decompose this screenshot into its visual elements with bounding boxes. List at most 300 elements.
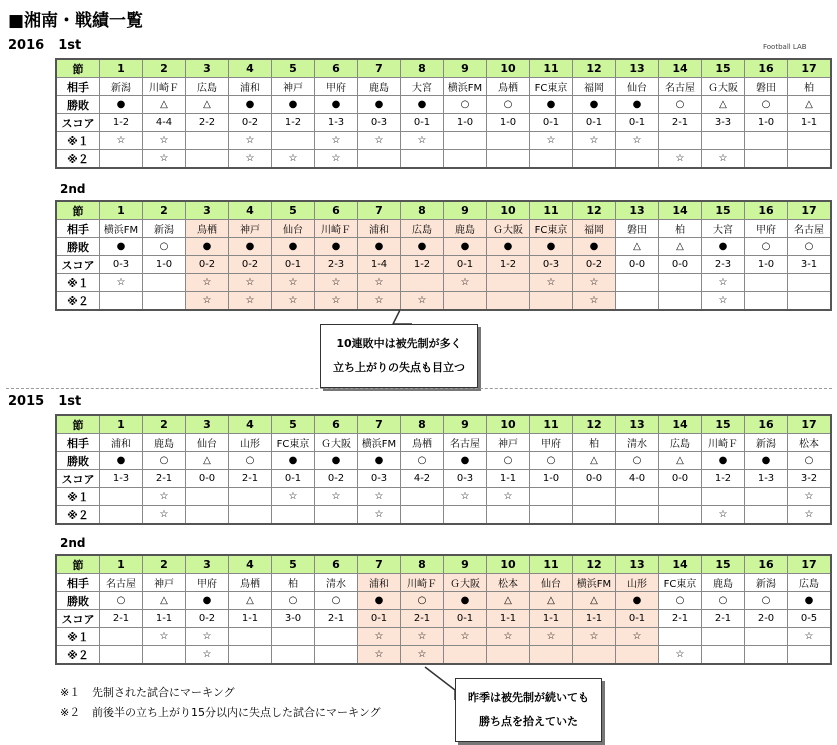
cell-result: ● <box>100 238 143 256</box>
cell-round: 16 <box>745 59 788 78</box>
cell-result: ● <box>616 592 659 610</box>
footnote-text: 前後半の立ち上がり15分以内に失点した試合にマーキング <box>92 706 381 719</box>
cell-mark1: ☆ <box>100 132 143 150</box>
cell-result: ○ <box>702 592 745 610</box>
cell-score: 0-3 <box>100 256 143 274</box>
cell-result: ○ <box>272 592 315 610</box>
cell-round: 6 <box>315 59 358 78</box>
cell-mark1: ☆ <box>401 628 444 646</box>
row-header: ※２ <box>56 292 100 311</box>
half-label-2016-2nd: 2nd <box>60 182 86 196</box>
cell-opponent: 鳥栖 <box>186 220 229 238</box>
cell-round: 9 <box>444 555 487 574</box>
cell-score: 1-0 <box>530 470 573 488</box>
cell-opponent: 柏 <box>272 574 315 592</box>
cell-round: 3 <box>186 59 229 78</box>
cell-result: ● <box>702 238 745 256</box>
cell-score: 1-1 <box>143 610 186 628</box>
cell-opponent: 福岡 <box>573 78 616 96</box>
cell-round: 15 <box>702 201 745 220</box>
cell-score: 1-2 <box>702 470 745 488</box>
cell-round: 13 <box>616 201 659 220</box>
cell-mark1: ☆ <box>530 132 573 150</box>
cell-opponent: 柏 <box>573 434 616 452</box>
cell-score: 0-1 <box>272 470 315 488</box>
cell-round: 6 <box>315 201 358 220</box>
cell-mark1: ☆ <box>530 274 573 292</box>
cell-round: 5 <box>272 555 315 574</box>
cell-result: ● <box>530 96 573 114</box>
cell-opponent: 新潟 <box>143 220 186 238</box>
cell-round: 17 <box>788 555 832 574</box>
cell-result: ○ <box>659 592 702 610</box>
cell-result: ○ <box>745 96 788 114</box>
cell-score: 0-1 <box>444 610 487 628</box>
cell-result: ○ <box>530 452 573 470</box>
cell-result: ○ <box>487 452 530 470</box>
cell-round: 9 <box>444 415 487 434</box>
cell-mark2: ☆ <box>358 292 401 311</box>
cell-result: ○ <box>487 96 530 114</box>
cell-opponent: 鹿島 <box>358 78 401 96</box>
cell-round: 2 <box>143 59 186 78</box>
cell-mark1: ☆ <box>358 488 401 506</box>
cell-result: △ <box>229 592 272 610</box>
cell-round: 11 <box>530 201 573 220</box>
cell-result: △ <box>659 238 702 256</box>
cell-result: ● <box>186 238 229 256</box>
cell-mark2: ☆ <box>401 292 444 311</box>
cell-mark1: ☆ <box>444 488 487 506</box>
cell-result: ○ <box>788 452 832 470</box>
cell-round: 8 <box>401 415 444 434</box>
cell-opponent: 名古屋 <box>444 434 487 452</box>
cell-result: △ <box>143 96 186 114</box>
cell-mark1: ☆ <box>702 274 745 292</box>
cell-round: 15 <box>702 415 745 434</box>
cell-opponent: 浦和 <box>100 434 143 452</box>
cell-score: 0-1 <box>401 114 444 132</box>
cell-opponent: 川崎Ｆ <box>315 220 358 238</box>
half-text: 1st <box>58 394 82 409</box>
cell-mark1: ☆ <box>616 132 659 150</box>
cell-round: 7 <box>358 555 401 574</box>
cell-opponent: 松本 <box>487 574 530 592</box>
cell-result: ● <box>358 238 401 256</box>
cell-result: △ <box>616 238 659 256</box>
cell-round: 16 <box>745 555 788 574</box>
cell-score: 2-1 <box>401 610 444 628</box>
cell-round: 7 <box>358 201 401 220</box>
cell-result: ● <box>229 96 272 114</box>
cell-mark2: ☆ <box>186 646 229 665</box>
cell-result: ● <box>702 452 745 470</box>
cell-mark1: ☆ <box>315 132 358 150</box>
cell-score: 1-2 <box>100 114 143 132</box>
cell-score: 0-3 <box>444 470 487 488</box>
row-header: ※１ <box>56 488 100 506</box>
footnote-text: 先制された試合にマーキング <box>92 686 235 699</box>
cell-opponent: 広島 <box>788 574 832 592</box>
cell-score: 3-2 <box>788 470 832 488</box>
cell-result: ● <box>315 238 358 256</box>
cell-round: 11 <box>530 555 573 574</box>
cell-round: 9 <box>444 201 487 220</box>
cell-score: 2-3 <box>315 256 358 274</box>
cell-result: ○ <box>143 452 186 470</box>
cell-result: ● <box>745 452 788 470</box>
cell-round: 4 <box>229 59 272 78</box>
cell-round: 4 <box>229 201 272 220</box>
cell-score: 1-1 <box>229 610 272 628</box>
cell-mark2: ☆ <box>229 292 272 311</box>
cell-opponent: 神戸 <box>229 220 272 238</box>
cell-score: 4-0 <box>616 470 659 488</box>
cell-mark1: ☆ <box>229 274 272 292</box>
cell-score: 2-2 <box>186 114 229 132</box>
cell-mark1: ☆ <box>573 132 616 150</box>
cell-result: ● <box>229 238 272 256</box>
cell-score: 2-1 <box>100 610 143 628</box>
cell-opponent: FC東京 <box>530 78 573 96</box>
row-header: 相手 <box>56 220 100 238</box>
cell-result: ○ <box>788 238 832 256</box>
cell-result: △ <box>530 592 573 610</box>
cell-score: 3-1 <box>788 256 832 274</box>
cell-round: 15 <box>702 555 745 574</box>
cell-score: 1-0 <box>745 114 788 132</box>
cell-result: △ <box>702 96 745 114</box>
cell-round: 1 <box>100 415 143 434</box>
cell-mark1: ☆ <box>401 132 444 150</box>
cell-score: 0-0 <box>186 470 229 488</box>
cell-score: 0-2 <box>186 610 229 628</box>
cell-mark2: ☆ <box>659 646 702 665</box>
cell-result: ● <box>186 592 229 610</box>
cell-score: 1-0 <box>143 256 186 274</box>
cell-mark1: ☆ <box>100 274 143 292</box>
cell-round: 8 <box>401 59 444 78</box>
cell-opponent: 浦和 <box>358 220 401 238</box>
cell-mark1: ☆ <box>358 274 401 292</box>
cell-opponent: 仙台 <box>272 220 315 238</box>
cell-result: ● <box>487 238 530 256</box>
cell-score: 0-2 <box>229 256 272 274</box>
cell-score: 1-4 <box>358 256 401 274</box>
cell-result: ● <box>573 96 616 114</box>
cell-opponent: Ｇ大阪 <box>315 434 358 452</box>
cell-round: 11 <box>530 415 573 434</box>
cell-round: 12 <box>573 555 616 574</box>
cell-score: 0-0 <box>659 256 702 274</box>
cell-opponent: 浦和 <box>358 574 401 592</box>
cell-score: 2-1 <box>659 114 702 132</box>
cell-mark2: ☆ <box>143 506 186 525</box>
cell-score: 1-1 <box>788 114 832 132</box>
row-header: 勝敗 <box>56 96 100 114</box>
cell-round: 4 <box>229 555 272 574</box>
cell-round: 4 <box>229 415 272 434</box>
cell-mark2: ☆ <box>229 150 272 169</box>
cell-opponent: 名古屋 <box>788 220 832 238</box>
cell-score: 2-1 <box>702 610 745 628</box>
cell-mark2: ☆ <box>143 150 186 169</box>
cell-mark1: ☆ <box>229 132 272 150</box>
cell-result: ● <box>358 96 401 114</box>
cell-score: 3-0 <box>272 610 315 628</box>
callout-line: 勝ち点を拾えていた <box>479 715 578 728</box>
cell-mark1: ☆ <box>186 628 229 646</box>
cell-opponent: 浦和 <box>229 78 272 96</box>
cell-score: 1-2 <box>272 114 315 132</box>
callout-2016-pointer <box>393 310 412 324</box>
cell-round: 16 <box>745 415 788 434</box>
cell-round: 6 <box>315 555 358 574</box>
cell-result: ● <box>788 592 832 610</box>
row-header: スコア <box>56 610 100 628</box>
cell-round: 13 <box>616 59 659 78</box>
cell-opponent: 神戸 <box>272 78 315 96</box>
cell-round: 16 <box>745 201 788 220</box>
cell-score: 0-1 <box>272 256 315 274</box>
cell-round: 2 <box>143 201 186 220</box>
cell-score: 1-3 <box>100 470 143 488</box>
cell-round: 17 <box>788 415 832 434</box>
year-text: 2016 <box>8 38 45 53</box>
cell-opponent: 新潟 <box>100 78 143 96</box>
cell-round: 2 <box>143 415 186 434</box>
cell-opponent: 福岡 <box>573 220 616 238</box>
cell-mark2: ☆ <box>358 646 401 665</box>
cell-round: 13 <box>616 555 659 574</box>
cell-mark1: ☆ <box>487 628 530 646</box>
cell-opponent: 横浜FM <box>444 78 487 96</box>
cell-round: 13 <box>616 415 659 434</box>
cell-opponent: 名古屋 <box>659 78 702 96</box>
cell-result: ● <box>573 238 616 256</box>
cell-mark1: ☆ <box>444 628 487 646</box>
cell-result: ● <box>272 238 315 256</box>
cell-opponent: 清水 <box>616 434 659 452</box>
cell-round: 10 <box>487 201 530 220</box>
row-header: スコア <box>56 256 100 274</box>
cell-round: 10 <box>487 415 530 434</box>
cell-mark1: ☆ <box>616 628 659 646</box>
cell-result: ○ <box>745 592 788 610</box>
cell-result: △ <box>573 592 616 610</box>
half-label-2015-2nd: 2nd <box>60 536 86 550</box>
cell-score: 1-1 <box>530 610 573 628</box>
cell-result: ● <box>272 452 315 470</box>
cell-score: 0-1 <box>573 114 616 132</box>
cell-mark1: ☆ <box>358 628 401 646</box>
cell-mark1: ☆ <box>143 628 186 646</box>
cell-round: 14 <box>659 415 702 434</box>
cell-result: ○ <box>745 238 788 256</box>
cell-round: 6 <box>315 415 358 434</box>
row-header: 勝敗 <box>56 238 100 256</box>
cell-result: △ <box>573 452 616 470</box>
cell-round: 2 <box>143 555 186 574</box>
cell-round: 17 <box>788 201 832 220</box>
row-header: ※１ <box>56 274 100 292</box>
cell-opponent: 横浜FM <box>573 574 616 592</box>
cell-round: 10 <box>487 555 530 574</box>
cell-opponent: 横浜FM <box>358 434 401 452</box>
cell-round: 3 <box>186 555 229 574</box>
cell-mark1: ☆ <box>272 274 315 292</box>
cell-round: 15 <box>702 59 745 78</box>
cell-opponent: FC東京 <box>272 434 315 452</box>
cell-opponent: 磐田 <box>616 220 659 238</box>
half-text: 1st <box>58 38 82 53</box>
cell-mark1: ☆ <box>530 628 573 646</box>
row-header: 相手 <box>56 78 100 96</box>
row-header: 節 <box>56 415 100 434</box>
cell-mark2: ☆ <box>272 292 315 311</box>
cell-score: 0-1 <box>616 114 659 132</box>
cell-score: 2-1 <box>659 610 702 628</box>
cell-mark1: ☆ <box>788 628 832 646</box>
cell-mark2: ☆ <box>401 646 444 665</box>
row-header: スコア <box>56 470 100 488</box>
cell-opponent: 磐田 <box>745 78 788 96</box>
page-title: ■湘南・戦績一覧 <box>8 11 144 31</box>
cell-opponent: 大宮 <box>401 78 444 96</box>
cell-result: ○ <box>659 96 702 114</box>
row-header: 節 <box>56 59 100 78</box>
cell-mark1: ☆ <box>358 132 401 150</box>
cell-opponent: 甲府 <box>745 220 788 238</box>
cell-opponent: 川崎Ｆ <box>143 78 186 96</box>
cell-mark2: ☆ <box>272 150 315 169</box>
cell-score: 0-1 <box>616 610 659 628</box>
cell-score: 0-1 <box>358 610 401 628</box>
cell-result: ○ <box>401 452 444 470</box>
cell-score: 0-2 <box>315 470 358 488</box>
row-header: スコア <box>56 114 100 132</box>
cell-mark1: ☆ <box>788 488 832 506</box>
cell-result: △ <box>659 452 702 470</box>
cell-score: 1-0 <box>745 256 788 274</box>
cell-opponent: 鹿島 <box>444 220 487 238</box>
cell-score: 2-1 <box>143 470 186 488</box>
cell-opponent: 甲府 <box>530 434 573 452</box>
cell-result: △ <box>143 592 186 610</box>
cell-mark1: ☆ <box>315 488 358 506</box>
cell-result: ● <box>401 238 444 256</box>
cell-round: 11 <box>530 59 573 78</box>
cell-result: ● <box>315 96 358 114</box>
cell-round: 7 <box>358 59 401 78</box>
cell-mark1: ☆ <box>186 274 229 292</box>
cell-round: 12 <box>573 201 616 220</box>
cell-score: 0-3 <box>358 114 401 132</box>
cell-mark1: ☆ <box>573 628 616 646</box>
row-header: ※２ <box>56 646 100 665</box>
cell-score: 4-4 <box>143 114 186 132</box>
cell-opponent: 清水 <box>315 574 358 592</box>
row-header: 勝敗 <box>56 592 100 610</box>
cell-result: ○ <box>616 452 659 470</box>
cell-mark2: ☆ <box>186 292 229 311</box>
cell-result: ● <box>358 452 401 470</box>
cell-opponent: 山形 <box>616 574 659 592</box>
cell-score: 2-3 <box>702 256 745 274</box>
cell-opponent: 鳥栖 <box>487 78 530 96</box>
cell-score: 1-1 <box>573 610 616 628</box>
cell-mark2: ☆ <box>358 506 401 525</box>
cell-opponent: 川崎Ｆ <box>401 574 444 592</box>
callout-2015-pointer <box>425 667 455 700</box>
cell-opponent: 広島 <box>401 220 444 238</box>
callout-line: 10連敗中は被先制が多く <box>336 337 462 350</box>
cell-result: △ <box>487 592 530 610</box>
cell-score: 0-1 <box>444 256 487 274</box>
cell-round: 14 <box>659 555 702 574</box>
footnote-mark: ※２ <box>60 706 81 719</box>
cell-opponent: 神戸 <box>487 434 530 452</box>
cell-mark1: ☆ <box>143 488 186 506</box>
cell-opponent: 名古屋 <box>100 574 143 592</box>
cell-round: 1 <box>100 555 143 574</box>
row-header: 勝敗 <box>56 452 100 470</box>
cell-result: ○ <box>143 238 186 256</box>
cell-round: 12 <box>573 59 616 78</box>
cell-result: ● <box>272 96 315 114</box>
cell-mark2: ☆ <box>315 292 358 311</box>
row-header: ※２ <box>56 506 100 525</box>
cell-score: 2-1 <box>229 470 272 488</box>
cell-round: 9 <box>444 59 487 78</box>
cell-opponent: 新潟 <box>745 434 788 452</box>
row-header: ※２ <box>56 150 100 169</box>
cell-result: ● <box>100 96 143 114</box>
cell-result: ○ <box>100 592 143 610</box>
cell-opponent: 松本 <box>788 434 832 452</box>
cell-score: 3-3 <box>702 114 745 132</box>
cell-score: 0-3 <box>358 470 401 488</box>
cell-opponent: 鳥栖 <box>401 434 444 452</box>
callout-line: 立ち上がりの失点も目立つ <box>333 361 465 374</box>
cell-round: 5 <box>272 201 315 220</box>
cell-mark2: ☆ <box>659 150 702 169</box>
cell-result: ○ <box>229 452 272 470</box>
row-header: 相手 <box>56 434 100 452</box>
cell-opponent: 甲府 <box>186 574 229 592</box>
cell-round: 3 <box>186 415 229 434</box>
cell-score: 0-0 <box>659 470 702 488</box>
cell-opponent: 鹿島 <box>702 574 745 592</box>
callout-line: 昨季は被先制が続いても <box>468 691 589 704</box>
cell-opponent: 新潟 <box>745 574 788 592</box>
cell-score: 0-0 <box>616 256 659 274</box>
cell-opponent: 広島 <box>186 78 229 96</box>
cell-round: 14 <box>659 59 702 78</box>
cell-round: 10 <box>487 59 530 78</box>
cell-score: 1-1 <box>487 470 530 488</box>
cell-score: 0-2 <box>186 256 229 274</box>
cell-opponent: 広島 <box>659 434 702 452</box>
cell-mark1: ☆ <box>444 274 487 292</box>
cell-opponent: Ｇ大阪 <box>444 574 487 592</box>
cell-round: 5 <box>272 415 315 434</box>
cell-score: 0-2 <box>229 114 272 132</box>
cell-score: 1-3 <box>315 114 358 132</box>
cell-opponent: Ｇ大阪 <box>702 78 745 96</box>
footnote-mark: ※１ <box>60 686 81 699</box>
cell-opponent: 鹿島 <box>143 434 186 452</box>
